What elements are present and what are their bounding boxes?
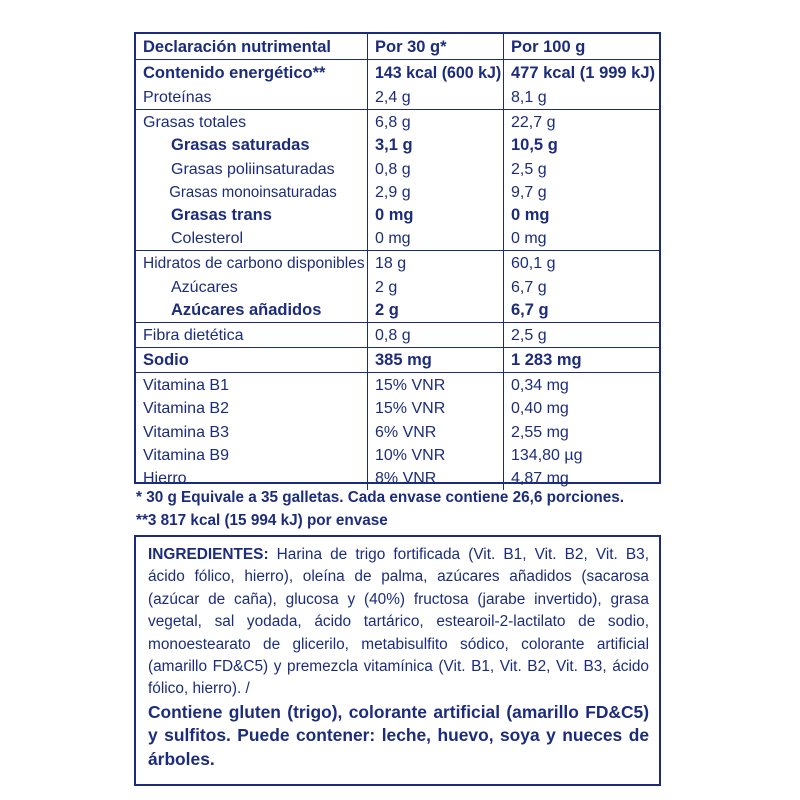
nutrient-value-per-100g: 10,5 g xyxy=(511,136,558,155)
nutrient-label: Proteínas xyxy=(143,89,212,106)
nutrient-group-column xyxy=(136,373,368,490)
nutrient-value-per-serving: 10% VNR xyxy=(375,446,446,464)
nutrient-value-per-serving: 6% VNR xyxy=(375,423,437,441)
nutrient-group xyxy=(136,85,659,109)
nutrient-label: Sodio xyxy=(143,351,189,370)
nutrient-value-per-100g: 0 mg xyxy=(511,230,547,248)
table-header-col1: Por 30 g* xyxy=(375,38,447,56)
nutrient-value-per-serving: 15% VNR xyxy=(375,377,446,395)
nutrient-value-per-100g: 8,1 g xyxy=(511,89,547,106)
nutrient-label: Hidratos de carbono disponibles xyxy=(143,255,365,273)
nutrient-value-per-100g: 60,1 g xyxy=(511,255,556,273)
nutrient-label: Vitamina B1 xyxy=(143,377,229,395)
allergen-statement: Contiene gluten (trigo), colorante artificial (amarillo FD&C5) y sulfitos. Puede contener: leche, huevo, soya y nueces de árboles. xyxy=(148,701,649,769)
nutrient-label: Grasas trans xyxy=(171,205,272,224)
nutrient-group-column xyxy=(368,110,504,250)
nutrient-value-per-100g: 2,55 mg xyxy=(511,423,569,441)
nutrient-group-column xyxy=(136,251,368,322)
nutrient-value-per-serving: 385 mg xyxy=(375,351,432,370)
nutrient-group-column xyxy=(368,373,504,490)
nutrient-label: Grasas totales xyxy=(143,114,247,132)
nutrient-value-per-100g: 6,7 g xyxy=(511,278,547,296)
ingredients-box xyxy=(134,535,661,786)
nutrition-facts-table xyxy=(134,32,661,487)
table-header-col2: Por 100 g xyxy=(511,38,586,56)
energy-col1: 143 kcal (600 kJ) xyxy=(375,64,502,82)
nutrient-value-per-serving: 6,8 g xyxy=(375,114,411,132)
nutrient-group xyxy=(136,250,659,322)
serving-note: * 30 g Equivale a 35 galletas. Cada envase contiene 26,6 porciones. xyxy=(136,489,625,506)
nutrient-label: Azúcares xyxy=(171,278,238,296)
nutrient-value-per-100g: 2,5 g xyxy=(511,326,547,344)
nutrient-group-column xyxy=(504,323,659,347)
nutrient-group xyxy=(136,347,659,372)
nutrient-group-column xyxy=(504,373,659,490)
nutrient-label: Vitamina B2 xyxy=(143,400,229,418)
nutrient-label: Grasas monoinsaturadas xyxy=(169,183,337,201)
nutrient-group-column xyxy=(504,251,659,322)
footnotes xyxy=(136,486,676,532)
nutrient-group-column xyxy=(504,348,659,372)
nutrient-group-column xyxy=(368,251,504,322)
nutrient-value-per-serving: 2,4 g xyxy=(375,89,411,106)
nutrient-value-per-100g: 22,7 g xyxy=(511,114,556,132)
nutrient-value-per-serving: 0 mg xyxy=(375,230,411,248)
nutrient-group-column xyxy=(368,348,504,372)
ingredients-label: INGREDIENTES: xyxy=(148,546,269,563)
nutrient-label: Vitamina B3 xyxy=(143,423,229,441)
nutrient-value-per-100g: 9,7 g xyxy=(511,183,547,201)
nutrient-label: Hierro xyxy=(143,470,187,487)
ingredients-text-block xyxy=(148,544,649,701)
energy-row xyxy=(136,59,659,85)
nutrient-value-per-100g: 2,5 g xyxy=(511,160,547,178)
nutrient-group-column xyxy=(136,323,368,347)
nutrient-groups xyxy=(136,85,659,490)
nutrient-value-per-serving: 0,8 g xyxy=(375,160,411,178)
nutrient-group-column xyxy=(136,85,368,109)
nutrient-value-per-100g: 0 mg xyxy=(511,205,550,224)
nutrient-value-per-100g: 4,87 mg xyxy=(511,470,569,487)
energy-col2: 477 kcal (1 999 kJ) xyxy=(511,64,656,82)
nutrient-value-per-serving: 0 mg xyxy=(375,205,414,224)
nutrient-value-per-serving: 2 g xyxy=(375,300,399,319)
nutrient-value-per-100g: 6,7 g xyxy=(511,300,549,319)
nutrient-label: Vitamina B9 xyxy=(143,446,229,464)
nutrient-group xyxy=(136,322,659,347)
energy-pack-note: **3 817 kcal (15 994 kJ) por envase xyxy=(136,512,388,529)
table-header-label: Declaración nutrimental xyxy=(143,38,331,56)
nutrient-value-per-serving: 2,9 g xyxy=(375,183,411,201)
nutrient-label: Fibra dietética xyxy=(143,326,244,344)
nutrient-group-column xyxy=(504,85,659,109)
nutrient-label: Grasas saturadas xyxy=(171,136,310,155)
nutrient-value-per-100g: 0,40 mg xyxy=(511,400,569,418)
table-header-row xyxy=(136,34,659,59)
nutrient-label: Grasas poliinsaturadas xyxy=(171,160,335,178)
nutrient-group-column xyxy=(136,110,368,250)
nutrient-value-per-serving: 0,8 g xyxy=(375,326,411,344)
nutrient-value-per-serving: 2 g xyxy=(375,278,398,296)
nutrient-group-column xyxy=(368,85,504,109)
nutrient-value-per-serving: 8% VNR xyxy=(375,470,437,487)
ingredients-list: Harina de trigo fortificada (Vit. B1, Vit. B2, Vit. B3, ácido fólico, hierro), oleína de palma, azúcares añadidos (sacarosa (azúcar de caña), glucosa y (40%) fructosa (jarabe invertido), grasa vegetal, sal yodada, ácido tartárico, estearoil-2-lactilato de sodio, monoestearato de glicerilo, metabisulfito sódico, colorante artificial (amarillo FD&C5) y premezcla vitamínica (Vit. B1, Vit. B2, Vit. B3, ácido fólico, hierro). / xyxy=(148,546,649,698)
nutrient-value-per-100g: 0,34 mg xyxy=(511,377,569,395)
nutrient-group-column xyxy=(504,110,659,250)
nutrient-value-per-100g: 1 283 mg xyxy=(511,351,582,370)
nutrient-value-per-serving: 15% VNR xyxy=(375,400,446,418)
nutrient-group xyxy=(136,372,659,490)
energy-label: Contenido energético** xyxy=(143,64,326,82)
nutrient-label: Azúcares añadidos xyxy=(171,300,322,319)
nutrient-group-column xyxy=(368,323,504,347)
nutrient-label: Colesterol xyxy=(171,230,244,248)
nutrient-group-column xyxy=(136,348,368,372)
nutrient-value-per-100g: 134,80 µg xyxy=(511,446,583,464)
nutrient-value-per-serving: 18 g xyxy=(375,255,407,273)
nutrient-group xyxy=(136,109,659,250)
nutrient-value-per-serving: 3,1 g xyxy=(375,136,413,155)
